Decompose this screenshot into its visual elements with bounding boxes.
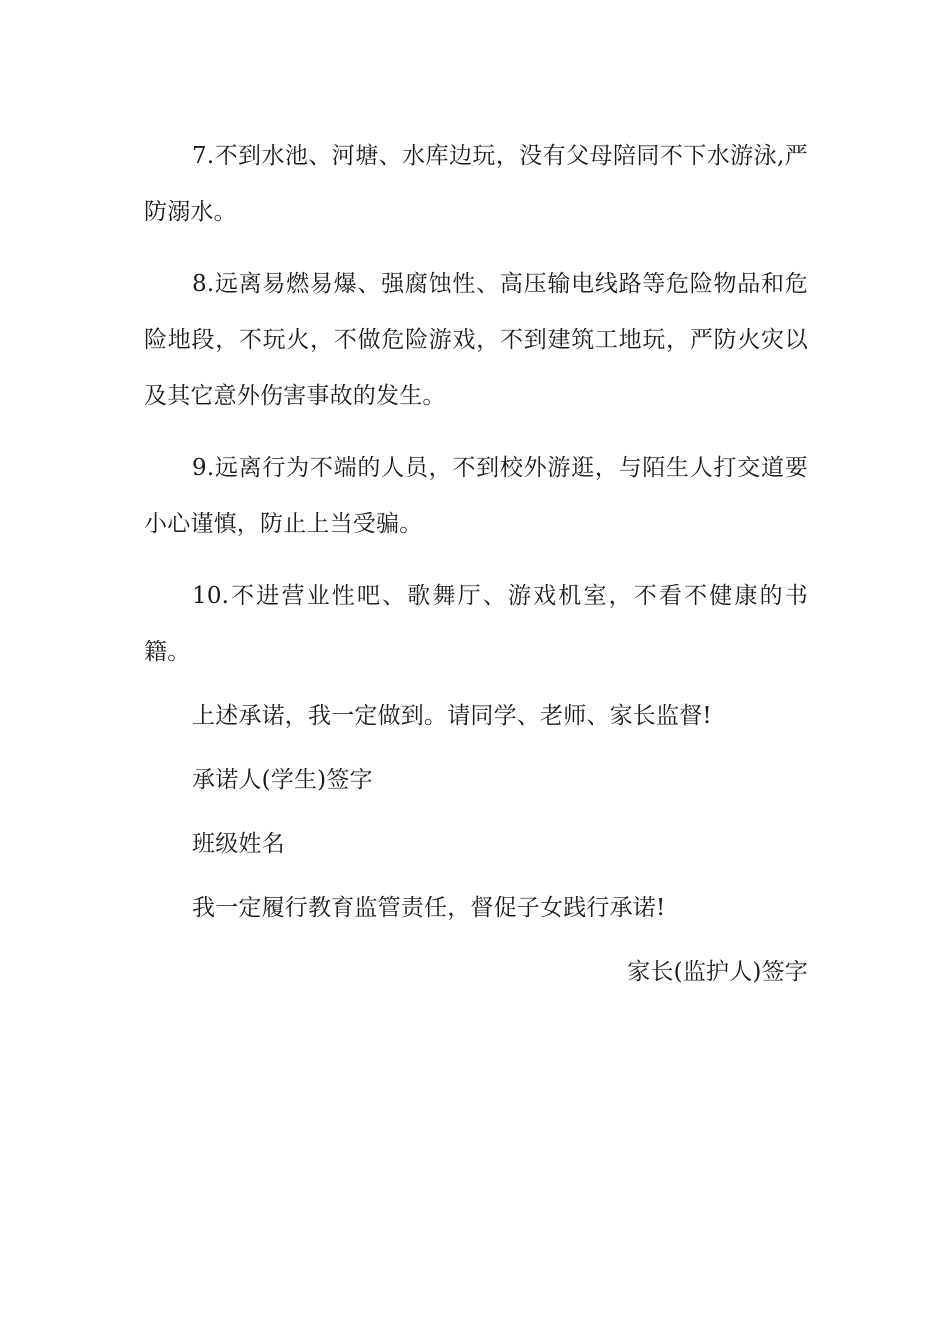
paragraph-item-9: 9.远离行为不端的人员，不到校外游逛，与陌生人打交道要小心谨慎，防止上当受骗。: [144, 455, 808, 537]
paragraph-item-7: 7.不到水池、河塘、水库边玩，没有父母陪同不下水游泳,严防溺水。: [144, 143, 808, 225]
paragraph-item-10: 10.不进营业性吧、歌舞厅、游戏机室，不看不健康的书籍。: [144, 583, 808, 665]
parent-statement: 我一定履行教育监管责任，督促子女践行承诺!: [192, 895, 666, 921]
class-name-label: 班级姓名: [192, 831, 285, 857]
document-body: [144, 128, 808, 1000]
promise-statement: 上述承诺，我一定做到。请同学、老师、家长监督!: [192, 703, 712, 729]
student-signature-label: 承诺人(学生)签字: [192, 767, 373, 793]
paragraph-item-8: 8.远离易燃易爆、强腐蚀性、高压输电线路等危险物品和危险地段，不玩火，不做危险游戏，不到建筑工地玩，严防火灾以及其它意外伤害事故的发生。: [144, 271, 808, 409]
parent-signature-label: 家长(监护人)签字: [627, 959, 808, 985]
